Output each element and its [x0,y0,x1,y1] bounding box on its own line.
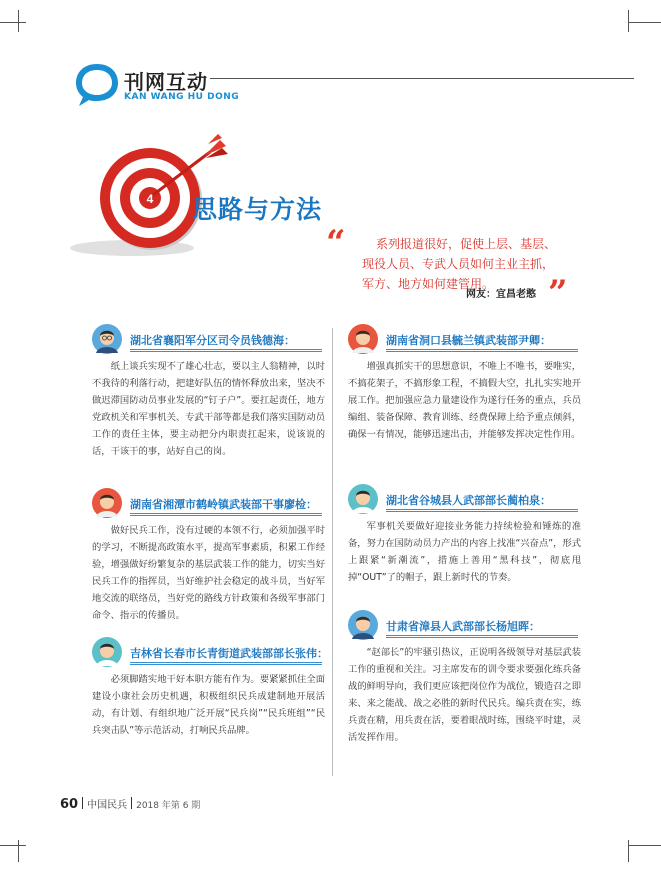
avatar-male-glasses-icon [92,324,122,354]
target-badge: 4 [146,192,154,206]
commenter-name: 湖北省谷城县人武部部长蔺柏泉： [386,494,551,507]
issue-label: 2018 年第 6 期 [136,801,201,811]
topic-title: 思路与方法 [192,195,323,224]
name-underline [386,635,578,636]
crop-mark [628,840,629,862]
crop-mark [628,845,661,846]
comment-body: “赵部长”的牢骚引热议，正说明各级领导对基层武装工作的重视和关注。习主席发布的训令要求要强化练兵备战的鲜明导向，我们更应该把岗位作为战位，锻造召之即来、来之能战、战之必胜的新时代民兵。编兵责在实，练兵责在精，用兵责在活，要着眼战时练，围绕平时建，灵活发挥作用。 [348,647,581,743]
comment-body: 纸上谈兵实现不了雄心壮志，要以主人翁精神，以时不我待的利落行动，把建好队伍的情怀释放出来，坚决不做迟滞国防动员事业发展的“钉子户”。要扛起责任，地方党政机关和军事机关、专武干部等都是我们落实国防动员工作的责任主体，要主动把分内职责扛起来，说该说的话，干该干的事，站好自己的岗。 [92,361,325,457]
comment-header [92,324,325,354]
comment-body: 做好民兵工作，没有过硬的本领不行，必须加强平时的学习，不断提高政策水平，提高军事素质，积累工作经验，增强做好纷繁复杂的基层武装工作的能力，切实当好民兵工作的指挥员，当好维护社会稳定的战斗员，当好军地交流的联络员，当好党的路线方针政策和各级军事部门命令、指示的传播员。 [92,525,325,621]
footer-separator [131,797,132,809]
magazine-name: 中国民兵 [87,800,128,811]
quote-open-mark: “ [326,223,346,263]
avatar-male-icon [92,637,122,667]
name-underline [130,662,322,663]
quote-author: 网友：宜昌老憨 [466,289,536,300]
name-underline [386,349,578,350]
name-underline [130,513,322,514]
page-number: 60 [60,797,79,812]
commenter-name: 湖北省襄阳军分区司令员钱德海： [130,334,295,347]
comment-header [92,637,328,667]
comment-header [348,324,581,354]
crop-mark [18,840,19,862]
quote-close-mark: ” [548,273,568,313]
avatar-male-icon [348,324,378,354]
page-footer [60,793,200,813]
crop-mark [18,10,19,32]
commenter-name: 吉林省长春市长青街道武装部部长张伟： [130,647,328,660]
crop-mark [0,22,26,23]
comment-body: 增强真抓实干的思想意识，不唯上不唯书，要唯实，不搞花架子，不搞形象工程，不搞假大空，扎扎实实地开展工作。把加强应急力量建设作为遂行任务的重点，兵员编组、装备保障、教育训练、经费保障上给予重点倾斜，确保一有情况，能够迅速出击，并能够发挥决定性作用。 [348,361,581,440]
name-underline [386,511,578,512]
section-header [74,62,634,108]
commenter-name: 湖南省洞口县毓兰镇武装部尹卿： [386,334,551,347]
section-subtitle: KAN WANG HU DONG [124,92,240,102]
comment-header [92,488,325,518]
name-underline [386,509,578,510]
comment-header [348,484,581,514]
comment-body: 必须脚踏实地干好本职方能有作为。要紧紧抓住全面建设小康社会历史机遇，积极组织民兵成建制地开展活动，有计划、有组织地广泛开展“民兵岗”“民兵班组”“民兵突击队”等示范活动，打响民兵品牌。 [92,674,325,736]
column-divider [332,328,333,776]
comment-body: 军事机关要做好迎接业务能力持续检验和锤炼的准备，努力在国防动员力产出的内容上找准“兴奋点”，形式上跟紧“新潮流”，措施上善用“黑科技”，彻底甩掉“OUT”了的帽子，跟上新时代的节奏。 [348,521,581,583]
quote-line: 军方、地方如何建管用。 [362,277,495,291]
name-underline [130,664,322,665]
crop-mark [628,22,661,23]
section-rule [210,78,634,79]
quote-line: 系列报道很好，促使上层、基层、 [376,237,557,251]
name-underline [386,351,578,352]
avatar-male-icon [348,484,378,514]
crop-mark [628,10,629,32]
name-underline [130,515,322,516]
crop-mark [0,845,26,846]
quote-line: 现役人员、专武人员如何主业主抓， [362,257,555,271]
name-underline [386,637,578,638]
footer-separator [82,797,83,809]
name-underline [130,349,322,350]
avatar-male-icon [92,488,122,518]
name-underline [130,351,322,352]
reader-quote [326,223,572,313]
avatar-male-icon [348,610,378,640]
section-title: 刊网互动 [124,70,208,94]
comment-header [348,610,581,640]
commenter-name: 甘肃省漳县人武部部长杨旭晖： [386,620,540,633]
speech-bubble-icon [74,62,120,108]
commenter-name: 湖南省湘潭市鹤岭镇武装部干事廖检： [130,498,317,511]
